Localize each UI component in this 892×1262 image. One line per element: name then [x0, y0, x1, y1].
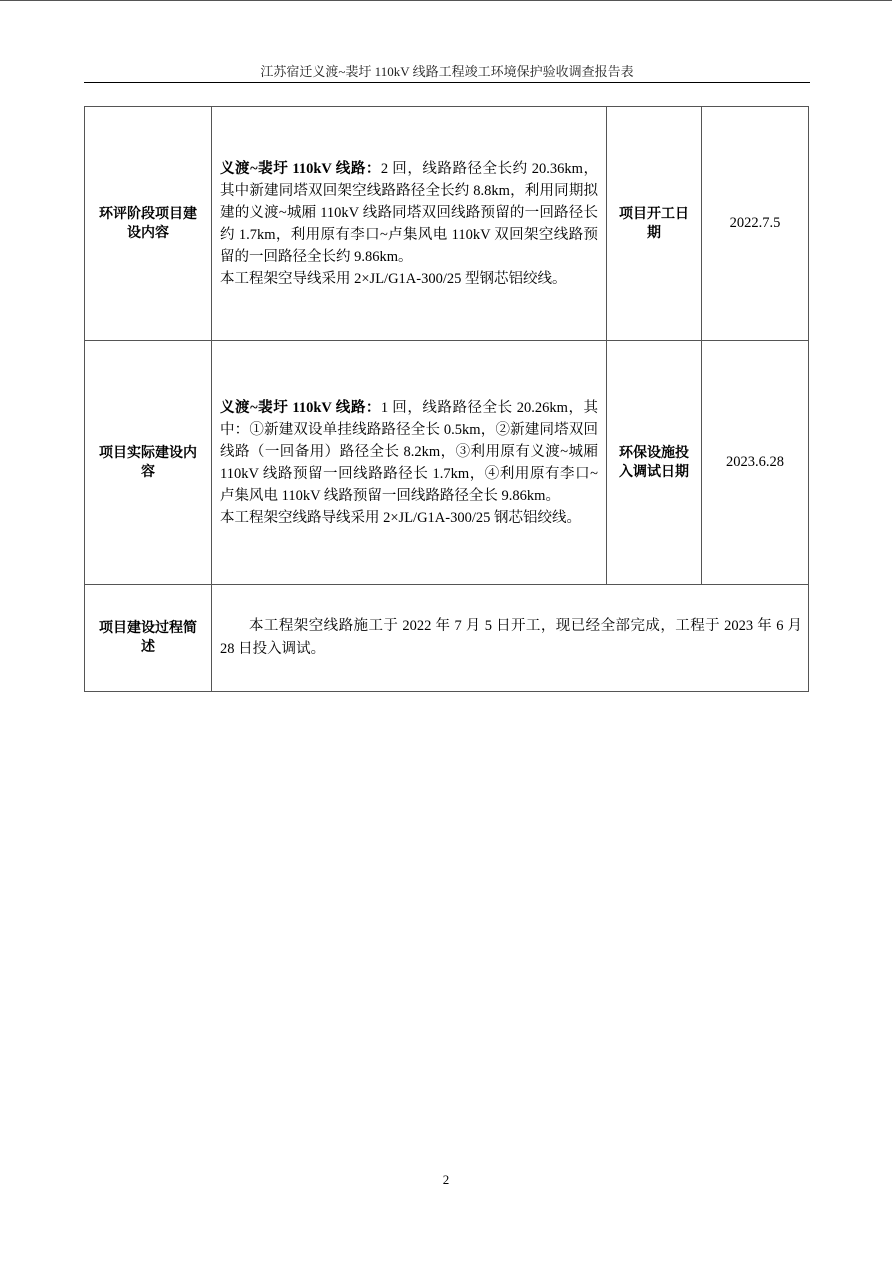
page-number: 2	[442, 1172, 450, 1187]
commissioning-date-label: 环保设施投入调试日期	[607, 341, 702, 585]
commissioning-date-value: 2023.6.28	[702, 341, 809, 585]
header-rule	[84, 82, 810, 83]
page-header-title: 江苏宿迁义渡~裴圩 110kV 线路工程竣工环境保护验收调查报告表	[260, 64, 634, 79]
process-summary-label: 项目建设过程简述	[85, 585, 212, 692]
table-row-summary	[85, 585, 809, 692]
actual-line-name: 义渡~裴圩 110kV 线路：	[220, 399, 381, 416]
eia-stage-description: 2 回，线路路径全长约 20.36km，其中新建同塔双回架空线路路径全长约 8.8km，利用同期拟建的义渡~城厢 110kV 线路同塔双回线路预留的一回路径长约 1.7km，利用原有李口~卢集风电 110kV 双回架空线路预留的一回路径全长约 9.86km。	[220, 160, 598, 265]
process-summary-content: 本工程架空线路施工于 2022 年 7 月 5 日开工，现已经全部完成，工程于 2023 年 6 月 28 日投入调试。	[212, 585, 809, 692]
table-row-actual	[85, 341, 809, 585]
page-top-border	[0, 0, 892, 1]
table-row-eia-stage	[85, 107, 809, 341]
actual-description: 1 回，线路路径全长 20.26km，其中：①新建双设单挂线路路径全长 0.5km，②新建同塔双回线路（一回备用）路径全长 8.2km，③利用原有义渡~城厢 110kV 线路预留一回线路路径长 1.7km，④利用原有李口~卢集风电 110kV 线路预留一回线路路径全长 9.86km。	[220, 399, 598, 504]
actual-content-label: 项目实际建设内容	[85, 341, 212, 585]
eia-stage-content	[212, 107, 607, 341]
start-date-label: 项目开工日期	[607, 107, 702, 341]
actual-content	[212, 341, 607, 585]
eia-stage-conductor: 本工程架空导线采用 2×JL/G1A-300/25 型钢芯铝绞线。	[220, 270, 567, 287]
start-date-value: 2022.7.5	[702, 107, 809, 341]
actual-conductor: 本工程架空线路导线采用 2×JL/G1A-300/25 钢芯铝绞线。	[220, 509, 582, 526]
eia-stage-line-name: 义渡~裴圩 110kV 线路：	[220, 160, 381, 177]
eia-stage-label: 环评阶段项目建设内容	[85, 107, 212, 341]
report-table	[84, 106, 809, 692]
